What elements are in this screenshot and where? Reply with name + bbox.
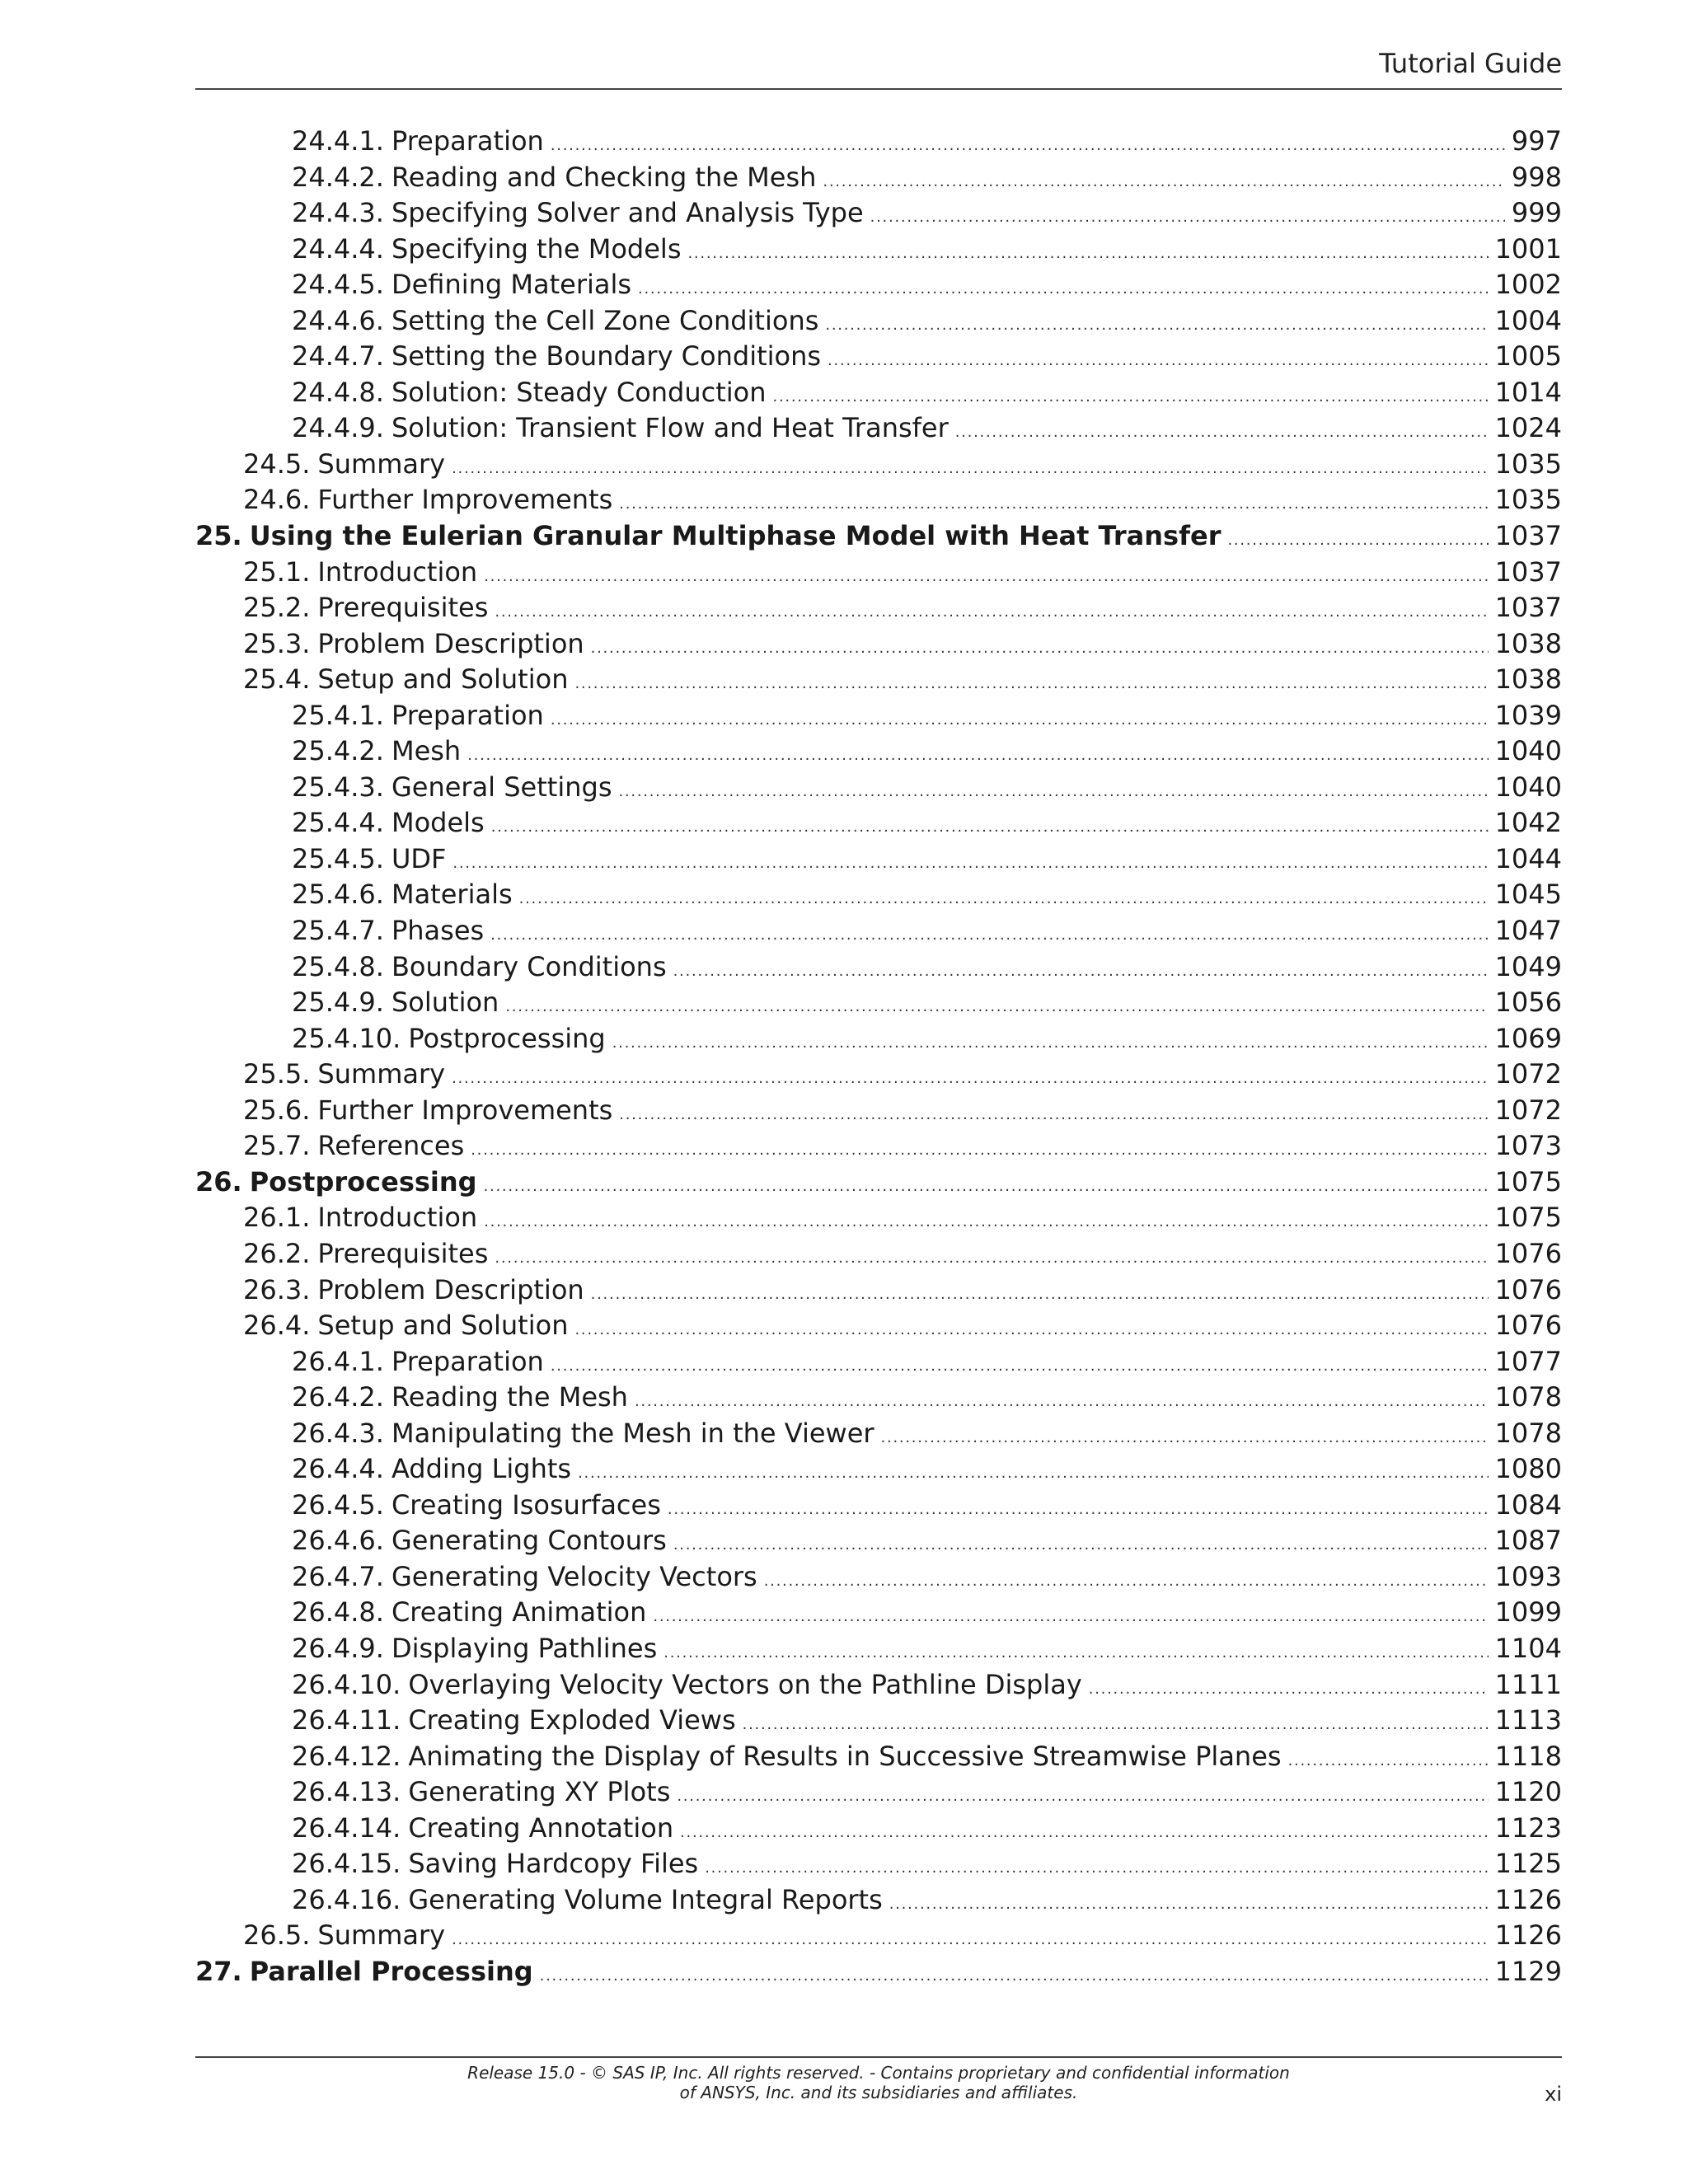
toc-entry-page[interactable]: 1037 xyxy=(1494,592,1562,624)
toc-dot-leader xyxy=(591,626,1489,663)
toc-entry-page[interactable]: 1037 xyxy=(1494,520,1562,552)
toc-entry-title[interactable]: Problem Description xyxy=(317,627,584,659)
toc-section-entry[interactable] xyxy=(195,1667,1562,1704)
toc-entry-page[interactable]: 1076 xyxy=(1494,1237,1562,1269)
toc-entry-page[interactable]: 1014 xyxy=(1494,376,1562,408)
toc-entry-title[interactable]: Summary xyxy=(317,1919,446,1952)
toc-section-entry[interactable] xyxy=(195,698,1562,734)
toc-entry-page[interactable]: 1076 xyxy=(1494,1273,1562,1305)
toc-dot-leader xyxy=(551,698,1489,734)
toc-entry-title[interactable]: Preparation xyxy=(391,1345,544,1377)
toc-dot-leader xyxy=(677,1774,1488,1811)
toc-section-entry[interactable] xyxy=(195,1703,1562,1739)
toc-section-entry[interactable] xyxy=(195,124,1562,160)
toc-dot-leader xyxy=(705,1846,1488,1882)
toc-entry-number: 24.4.3. xyxy=(292,197,384,229)
toc-section-entry[interactable] xyxy=(195,1021,1562,1057)
toc-dot-leader xyxy=(484,1165,1489,1201)
toc-entry-number: 26.4.16. xyxy=(292,1883,401,1915)
toc-chapter-entry[interactable] xyxy=(195,518,1562,555)
toc-entry-title[interactable]: Summary xyxy=(317,1058,446,1090)
toc-section-entry[interactable] xyxy=(195,1774,1562,1811)
toc-dot-leader xyxy=(638,267,1489,303)
toc-entry-page[interactable]: 997 xyxy=(1511,125,1562,157)
toc-section-entry[interactable] xyxy=(195,1272,1562,1309)
toc-entry-number: 26.4.14. xyxy=(292,1811,401,1844)
toc-dot-leader xyxy=(668,1488,1489,1524)
toc-dot-leader xyxy=(495,590,1488,626)
toc-section-entry[interactable] xyxy=(195,1128,1562,1165)
toc-section-entry[interactable] xyxy=(195,160,1562,196)
toc-entry-number: 26.3. xyxy=(243,1273,311,1305)
toc-dot-leader xyxy=(491,805,1489,841)
toc-section-entry[interactable] xyxy=(195,1559,1562,1596)
toc-entry-title[interactable]: Models xyxy=(391,807,485,839)
toc-entry-number: 25.5. xyxy=(243,1058,311,1090)
toc-entry-title[interactable]: Specifying the Models xyxy=(391,232,682,265)
toc-section-entry[interactable] xyxy=(195,232,1562,268)
toc-dot-leader xyxy=(551,1344,1489,1380)
toc-dot-leader xyxy=(612,1021,1489,1057)
toc-entry-page[interactable]: 1040 xyxy=(1494,735,1562,767)
toc-entry-page[interactable]: 1080 xyxy=(1494,1453,1562,1485)
toc-entry-title[interactable]: Using the Eulerian Granular Multiphase Model with Heat Transfer xyxy=(249,520,1221,552)
toc-entry-page[interactable]: 1035 xyxy=(1494,448,1562,480)
toc-dot-leader xyxy=(452,447,1489,483)
toc-dot-leader xyxy=(551,124,1505,160)
toc-entry-title[interactable]: Creating Exploded Views xyxy=(408,1704,736,1736)
toc-entry-page[interactable]: 1129 xyxy=(1494,1955,1562,1987)
toc-dot-leader xyxy=(1227,518,1488,555)
toc-entry-number: 24.4.5. xyxy=(292,269,384,301)
toc-entry-number: 26.4.15. xyxy=(292,1848,401,1880)
toc-entry-title[interactable]: Animating the Display of Results in Successive Streamwise Planes xyxy=(408,1740,1282,1772)
toc-entry-page[interactable]: 1002 xyxy=(1494,269,1562,301)
toc-section-entry[interactable] xyxy=(195,1236,1562,1272)
toc-section-entry[interactable] xyxy=(195,410,1562,447)
toc-entry-page[interactable]: 1084 xyxy=(1494,1488,1562,1521)
toc-entry-page[interactable]: 1037 xyxy=(1494,555,1562,588)
toc-entry-title[interactable]: Phases xyxy=(391,915,485,947)
toc-dot-leader xyxy=(823,160,1505,196)
toc-entry-title[interactable]: Preparation xyxy=(391,699,544,731)
toc-entry-title[interactable]: Summary xyxy=(317,448,446,480)
toc-dot-leader xyxy=(881,1416,1489,1452)
toc-entry-title[interactable]: Introduction xyxy=(317,1202,478,1234)
toc-entry-page[interactable]: 1078 xyxy=(1494,1417,1562,1449)
toc-dot-leader xyxy=(505,985,1488,1021)
toc-entry-page[interactable]: 1099 xyxy=(1494,1596,1562,1629)
toc-section-entry[interactable] xyxy=(195,662,1562,698)
toc-section-entry[interactable] xyxy=(195,733,1562,770)
toc-entry-title[interactable]: Solution: Transient Flow and Heat Transfer xyxy=(391,412,949,444)
toc-entry-title[interactable]: Boundary Conditions xyxy=(391,950,667,982)
toc-entry-title[interactable]: Solution: Steady Conduction xyxy=(391,376,767,408)
toc-section-entry[interactable] xyxy=(195,1308,1562,1344)
toc-section-entry[interactable] xyxy=(195,877,1562,913)
toc-section-entry[interactable] xyxy=(195,913,1562,949)
toc-section-entry[interactable] xyxy=(195,770,1562,806)
toc-entry-number: 25. xyxy=(195,520,242,552)
toc-dot-leader xyxy=(452,841,1488,878)
toc-entry-page[interactable]: 1093 xyxy=(1494,1560,1562,1592)
toc-entry-title[interactable]: Reading the Mesh xyxy=(391,1381,628,1413)
toc-entry-number: 26.4.8. xyxy=(292,1596,384,1629)
toc-entry-number: 25.4.3. xyxy=(292,771,384,803)
toc-entry-page[interactable]: 1072 xyxy=(1494,1094,1562,1126)
toc-section-entry[interactable] xyxy=(195,1057,1562,1093)
toc-entry-title[interactable]: Prerequisites xyxy=(317,592,489,624)
toc-dot-leader xyxy=(591,1272,1489,1309)
page-footer xyxy=(195,2056,1562,2124)
toc-section-entry[interactable] xyxy=(195,626,1562,663)
toc-entry-title[interactable]: Setup and Solution xyxy=(317,663,569,696)
toc-entry-page[interactable]: 1075 xyxy=(1494,1202,1562,1234)
toc-entry-number: 26.4.13. xyxy=(292,1776,401,1808)
toc-dot-leader xyxy=(618,770,1488,806)
toc-entry-number: 26.4.2. xyxy=(292,1381,384,1413)
toc-entry-title[interactable]: Materials xyxy=(391,879,513,911)
toc-entry-title[interactable]: Generating XY Plots xyxy=(408,1776,671,1808)
toc-entry-title[interactable]: Setting the Boundary Conditions xyxy=(391,340,822,373)
toc-entry-number: 26.4.11. xyxy=(292,1704,401,1736)
toc-entry-title[interactable]: Further Improvements xyxy=(317,1094,613,1126)
toc-dot-leader xyxy=(687,232,1488,268)
toc-section-entry[interactable] xyxy=(195,1846,1562,1882)
toc-entry-page[interactable]: 1111 xyxy=(1494,1668,1562,1700)
toc-dot-leader xyxy=(653,1595,1488,1631)
toc-entry-number: 25.4.10. xyxy=(292,1022,401,1054)
toc-entry-page[interactable]: 1044 xyxy=(1494,842,1562,874)
toc-dot-leader xyxy=(484,555,1488,591)
toc-entry-page[interactable]: 1087 xyxy=(1494,1525,1562,1557)
toc-dot-leader xyxy=(578,1451,1488,1488)
page-header xyxy=(195,47,1562,90)
toc-entry-page[interactable]: 1075 xyxy=(1494,1165,1562,1197)
toc-entry-number: 26.4.5. xyxy=(292,1488,384,1521)
toc-entry-number: 26.4.1. xyxy=(292,1345,384,1377)
toc-entry-title[interactable]: Manipulating the Mesh in the Viewer xyxy=(391,1417,874,1449)
toc-dot-leader xyxy=(955,410,1489,447)
toc-entry-number: 25.7. xyxy=(243,1130,311,1162)
toc-entry-page[interactable]: 1077 xyxy=(1494,1345,1562,1377)
toc-entry-page[interactable]: 1024 xyxy=(1494,412,1562,444)
toc-chapter-entry[interactable] xyxy=(195,1954,1562,1990)
toc-entry-page[interactable]: 1069 xyxy=(1494,1022,1562,1054)
toc-entry-page[interactable]: 1038 xyxy=(1494,663,1562,696)
toc-entry-page[interactable]: 1039 xyxy=(1494,699,1562,731)
toc-entry-title[interactable]: Creating Annotation xyxy=(408,1811,674,1844)
toc-entry-page[interactable]: 1045 xyxy=(1494,879,1562,911)
toc-entry-title[interactable]: References xyxy=(317,1130,465,1162)
toc-entry-number: 26.4.10. xyxy=(292,1668,401,1700)
toc-entry-number: 24.4.6. xyxy=(292,304,384,336)
toc-section-entry[interactable] xyxy=(195,1451,1562,1488)
toc-entry-title[interactable]: Postprocessing xyxy=(408,1022,606,1054)
toc-entry-title[interactable]: UDF xyxy=(391,842,447,874)
toc-dot-leader xyxy=(574,662,1488,698)
toc-entry-number: 26.2. xyxy=(243,1237,311,1269)
toc-entry-page[interactable]: 1078 xyxy=(1494,1381,1562,1413)
toc-entry-number: 25.1. xyxy=(243,555,311,588)
toc-section-entry[interactable] xyxy=(195,590,1562,626)
toc-entry-title[interactable]: Generating Contours xyxy=(391,1525,667,1557)
toc-entry-number: 25.4.2. xyxy=(292,735,384,767)
toc-entry-page[interactable]: 999 xyxy=(1511,197,1562,229)
toc-entry-number: 24.4.2. xyxy=(292,161,384,193)
toc-entry-page[interactable]: 1076 xyxy=(1494,1310,1562,1342)
toc-entry-title[interactable]: Generating Volume Integral Reports xyxy=(408,1883,883,1915)
toc-entry-title[interactable]: Parallel Processing xyxy=(249,1955,533,1987)
toc-entry-title[interactable]: Creating Animation xyxy=(391,1596,647,1629)
toc-section-entry[interactable] xyxy=(195,841,1562,878)
toc-entry-title[interactable]: Specifying Solver and Analysis Type xyxy=(391,197,864,229)
toc-entry-title[interactable]: Creating Isosurfaces xyxy=(391,1488,661,1521)
toc-dot-leader xyxy=(673,1523,1489,1559)
toc-section-entry[interactable] xyxy=(195,1093,1562,1129)
toc-dot-leader xyxy=(825,303,1488,340)
toc-dot-leader xyxy=(490,913,1488,949)
toc-entry-number: 26.4.4. xyxy=(292,1453,384,1485)
toc-entry-number: 26.4. xyxy=(243,1310,311,1342)
toc-entry-number: 26.4.6. xyxy=(292,1525,384,1557)
toc-dot-leader xyxy=(574,1308,1488,1344)
toc-entry-title[interactable]: Introduction xyxy=(317,555,478,588)
toc-entry-page[interactable]: 1113 xyxy=(1494,1704,1562,1736)
toc-entry-title[interactable]: Reading and Checking the Mesh xyxy=(391,161,817,193)
toc-entry-page[interactable]: 1005 xyxy=(1494,340,1562,373)
toc-section-entry[interactable] xyxy=(195,985,1562,1021)
toc-entry-number: 25.4. xyxy=(243,663,311,696)
toc-entry-title[interactable]: Problem Description xyxy=(317,1273,584,1305)
toc-entry-title[interactable]: Generating Velocity Vectors xyxy=(391,1560,757,1592)
toc-entry-number: 26.4.12. xyxy=(292,1740,401,1772)
toc-dot-leader xyxy=(673,949,1489,986)
toc-entry-title[interactable]: Adding Lights xyxy=(391,1453,572,1485)
toc-entry-number: 26.4.9. xyxy=(292,1632,384,1664)
toc-section-entry[interactable] xyxy=(195,1595,1562,1631)
toc-section-entry[interactable] xyxy=(195,1739,1562,1775)
toc-dot-leader xyxy=(519,877,1489,913)
toc-entry-number: 24.4.8. xyxy=(292,376,384,408)
toc-section-entry[interactable] xyxy=(195,375,1562,411)
toc-dot-leader xyxy=(495,1236,1488,1272)
toc-section-entry[interactable] xyxy=(195,1918,1562,1954)
toc-entry-number: 26.4.3. xyxy=(292,1417,384,1449)
footer-line-1: Release 15.0 - © SAS IP, Inc. All rights reserved. - Contains proprietary and confidential information xyxy=(467,2063,1290,2083)
toc-entry-page[interactable]: 1038 xyxy=(1494,627,1562,659)
toc-entry-page[interactable]: 1056 xyxy=(1494,987,1562,1019)
toc-entry-number: 25.4.6. xyxy=(292,879,384,911)
toc-dot-leader xyxy=(680,1811,1488,1847)
toc-dot-leader xyxy=(764,1559,1489,1596)
toc-entry-title[interactable]: Overlaying Velocity Vectors on the Pathline Display xyxy=(408,1668,1082,1700)
toc-section-entry[interactable] xyxy=(195,1811,1562,1847)
toc-entry-page[interactable]: 1104 xyxy=(1494,1632,1562,1664)
toc-section-entry[interactable] xyxy=(195,949,1562,986)
toc-entry-page[interactable]: 1040 xyxy=(1494,771,1562,803)
toc-dot-leader xyxy=(828,339,1489,375)
toc-entry-title[interactable]: Displaying Pathlines xyxy=(391,1632,658,1664)
toc-dot-leader xyxy=(870,195,1505,232)
toc-section-entry[interactable] xyxy=(195,1416,1562,1452)
toc-entry-title[interactable]: Setting the Cell Zone Conditions xyxy=(391,304,819,336)
toc-entry-number: 25.4.5. xyxy=(292,842,384,874)
toc-entry-page[interactable]: 1118 xyxy=(1494,1740,1562,1772)
toc-dot-leader xyxy=(663,1631,1488,1667)
toc-entry-number: 24.4.4. xyxy=(292,232,384,265)
toc-chapter-entry[interactable] xyxy=(195,1165,1562,1201)
toc-dot-leader xyxy=(540,1954,1489,1990)
page-number: xi xyxy=(1545,2083,1562,2106)
toc-dot-leader xyxy=(471,1128,1488,1165)
toc-dot-leader xyxy=(619,482,1488,518)
toc-entry-page[interactable]: 998 xyxy=(1511,161,1562,193)
footer-copyright xyxy=(195,2063,1562,2106)
toc-dot-leader xyxy=(635,1380,1489,1416)
toc-dot-leader xyxy=(619,1093,1488,1129)
toc-section-entry[interactable] xyxy=(195,482,1562,518)
toc-entry-number: 24.5. xyxy=(243,448,311,480)
toc-dot-leader xyxy=(773,375,1489,411)
toc-section-entry[interactable] xyxy=(195,267,1562,303)
toc-entry-number: 26. xyxy=(195,1165,242,1197)
toc-entry-page[interactable]: 1042 xyxy=(1494,807,1562,839)
toc-entry-title[interactable]: Saving Hardcopy Files xyxy=(408,1848,699,1880)
toc-entry-page[interactable]: 1047 xyxy=(1494,915,1562,947)
toc-entry-page[interactable]: 1073 xyxy=(1494,1130,1562,1162)
toc-section-entry[interactable] xyxy=(195,805,1562,841)
toc-dot-leader xyxy=(1089,1667,1489,1704)
toc-entry-title[interactable]: Postprocessing xyxy=(249,1165,477,1197)
toc-entry-number: 25.4.1. xyxy=(292,699,384,731)
toc-entry-number: 24.4.7. xyxy=(292,340,384,373)
toc-entry-page[interactable]: 1120 xyxy=(1494,1776,1562,1808)
table-of-contents xyxy=(195,124,1562,1990)
toc-section-entry[interactable] xyxy=(195,1882,1562,1919)
toc-entry-number: 24.6. xyxy=(243,484,311,516)
footer-line-2: of ANSYS, Inc. and its subsidiaries and affiliates. xyxy=(679,2083,1078,2102)
toc-entry-title[interactable]: Further Improvements xyxy=(317,484,613,516)
toc-entry-title[interactable]: General Settings xyxy=(391,771,612,803)
toc-entry-title[interactable]: Prerequisites xyxy=(317,1237,489,1269)
toc-entry-page[interactable]: 1125 xyxy=(1494,1848,1562,1880)
toc-entry-number: 25.2. xyxy=(243,592,311,624)
toc-entry-page[interactable]: 1126 xyxy=(1494,1919,1562,1952)
toc-entry-page[interactable]: 1072 xyxy=(1494,1058,1562,1090)
toc-section-entry[interactable] xyxy=(195,1523,1562,1559)
toc-entry-title[interactable]: Mesh xyxy=(391,735,462,767)
toc-entry-number: 24.4.9. xyxy=(292,412,384,444)
toc-entry-number: 25.4.4. xyxy=(292,807,384,839)
toc-section-entry[interactable] xyxy=(195,555,1562,591)
toc-entry-title[interactable]: Defining Materials xyxy=(391,269,632,301)
toc-entry-title[interactable]: Preparation xyxy=(391,125,544,157)
toc-section-entry[interactable] xyxy=(195,1488,1562,1524)
toc-entry-page[interactable]: 1035 xyxy=(1494,484,1562,516)
toc-section-entry[interactable] xyxy=(195,1380,1562,1416)
toc-entry-page[interactable]: 1123 xyxy=(1494,1811,1562,1844)
toc-entry-number: 24.4.1. xyxy=(292,125,384,157)
toc-entry-number: 25.4.9. xyxy=(292,987,384,1019)
toc-section-entry[interactable] xyxy=(195,303,1562,340)
toc-dot-leader xyxy=(467,733,1488,770)
toc-entry-number: 26.4.7. xyxy=(292,1560,384,1592)
toc-entry-number: 25.4.8. xyxy=(292,950,384,982)
toc-dot-leader xyxy=(452,1918,1489,1954)
toc-section-entry[interactable] xyxy=(195,1631,1562,1667)
toc-dot-leader xyxy=(889,1882,1489,1919)
toc-entry-page[interactable]: 1004 xyxy=(1494,304,1562,336)
toc-entry-page[interactable]: 1001 xyxy=(1494,232,1562,265)
toc-entry-number: 26.5. xyxy=(243,1919,311,1952)
toc-entry-title[interactable]: Setup and Solution xyxy=(317,1310,569,1342)
header-title: Tutorial Guide xyxy=(1379,48,1562,79)
toc-entry-number: 25.6. xyxy=(243,1094,311,1126)
toc-section-entry[interactable] xyxy=(195,1344,1562,1380)
toc-entry-number: 26.1. xyxy=(243,1202,311,1234)
toc-dot-leader xyxy=(1288,1739,1489,1775)
toc-dot-leader xyxy=(743,1703,1489,1739)
toc-entry-number: 27. xyxy=(195,1955,242,1987)
toc-section-entry[interactable] xyxy=(195,447,1562,483)
toc-section-entry[interactable] xyxy=(195,195,1562,232)
toc-entry-title[interactable]: Solution xyxy=(391,987,499,1019)
toc-entry-number: 25.3. xyxy=(243,627,311,659)
toc-section-entry[interactable] xyxy=(195,1200,1562,1236)
toc-entry-number: 25.4.7. xyxy=(292,915,384,947)
toc-entry-page[interactable]: 1126 xyxy=(1494,1883,1562,1915)
toc-dot-leader xyxy=(484,1200,1488,1236)
toc-section-entry[interactable] xyxy=(195,339,1562,375)
toc-dot-leader xyxy=(452,1057,1489,1093)
toc-entry-page[interactable]: 1049 xyxy=(1494,950,1562,982)
